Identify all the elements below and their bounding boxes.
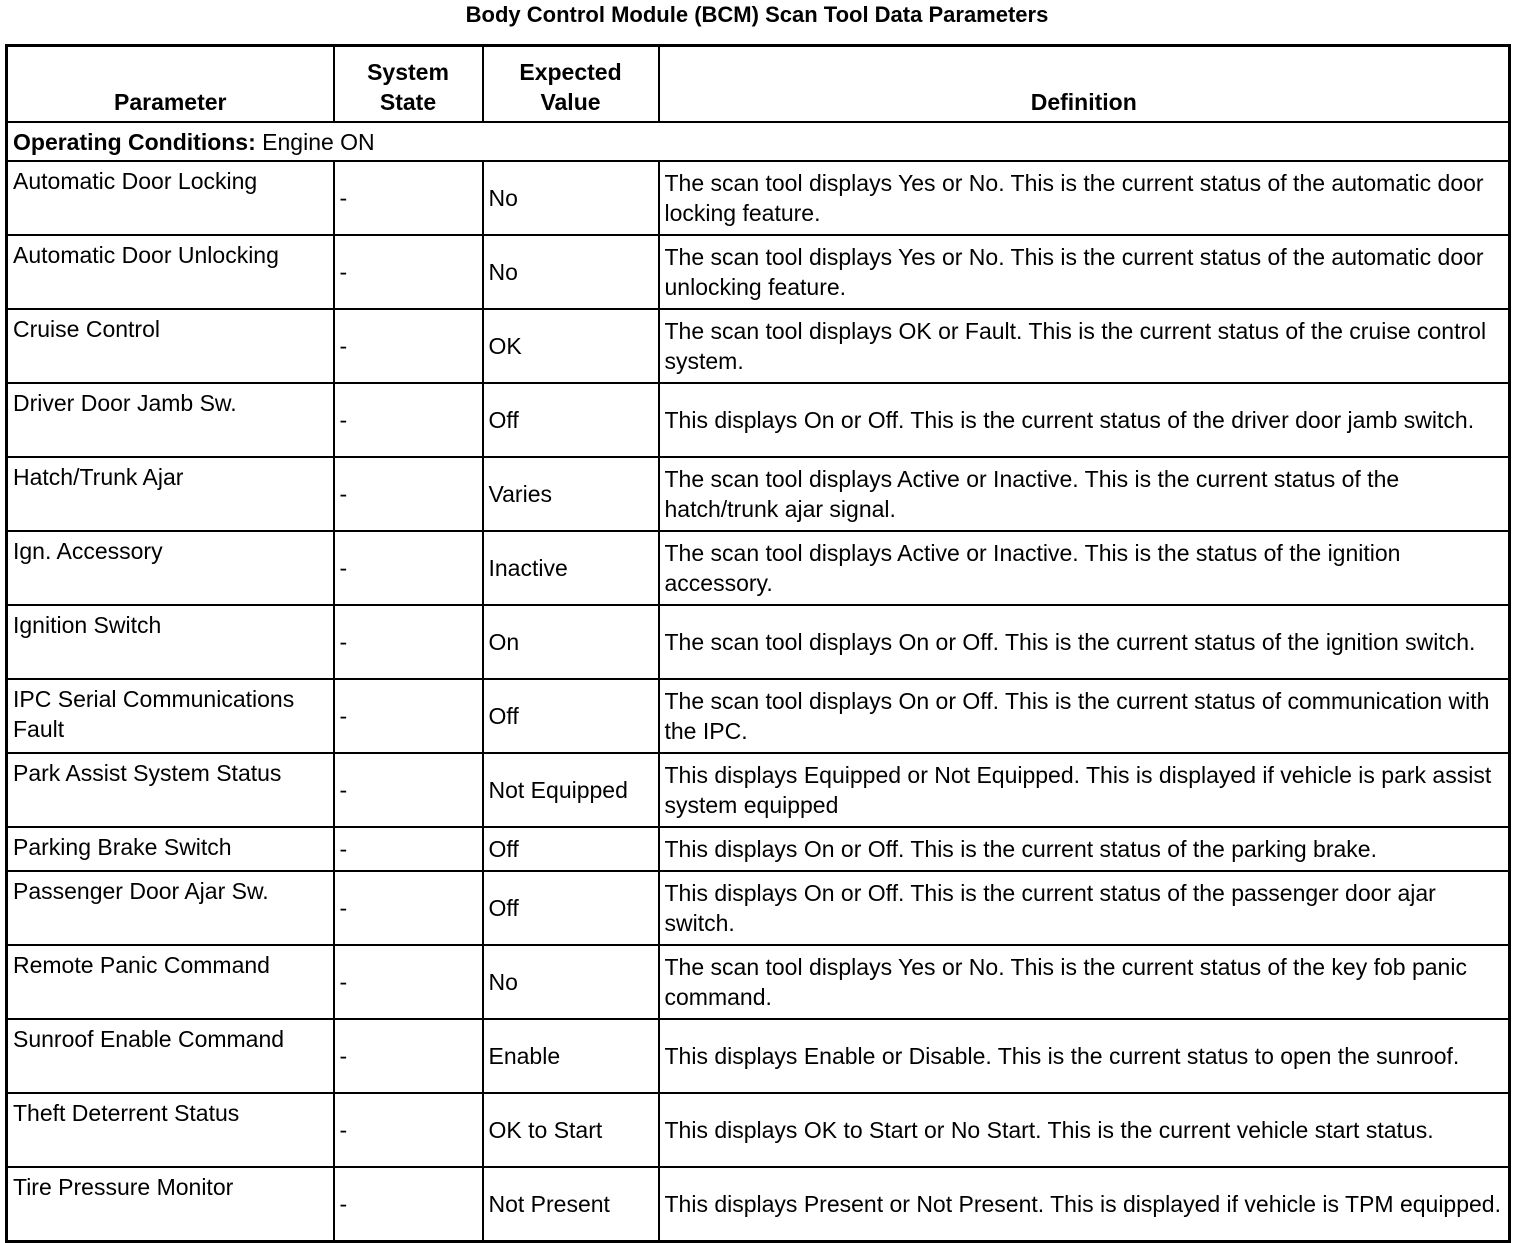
parameter-cell: IPC Serial Communications Fault <box>7 679 334 753</box>
expected-value-cell: No <box>483 945 659 1019</box>
definition-cell: The scan tool displays Yes or No. This is the current status of the automatic door locking feature. <box>659 161 1510 235</box>
expected-value-cell: Off <box>483 871 659 945</box>
expected-value-cell: Enable <box>483 1019 659 1093</box>
table-row <box>7 161 1510 235</box>
document-title: Body Control Module (BCM) Scan Tool Data Parameters <box>465 2 1049 27</box>
system-state-cell: - <box>334 871 483 945</box>
table-row <box>7 753 1510 827</box>
operating-conditions-label: Operating Conditions: <box>13 128 256 155</box>
system-state-cell: - <box>334 457 483 531</box>
table-row <box>7 235 1510 309</box>
definition-cell: The scan tool displays Active or Inactive. This is the current status of the hatch/trunk ajar signal. <box>659 457 1510 531</box>
table-row <box>7 309 1510 383</box>
expected-value-cell: Inactive <box>483 531 659 605</box>
system-state-cell: - <box>334 679 483 753</box>
header-expected-value: Expected Value <box>483 46 659 123</box>
system-state-cell: - <box>334 161 483 235</box>
parameter-cell: Parking Brake Switch <box>7 827 334 871</box>
expected-value-cell: OK <box>483 309 659 383</box>
expected-value-cell: No <box>483 235 659 309</box>
system-state-cell: - <box>334 827 483 871</box>
header-system-state: System State <box>334 46 483 123</box>
table-row <box>7 457 1510 531</box>
parameter-cell: Ignition Switch <box>7 605 334 679</box>
table-row <box>7 383 1510 457</box>
system-state-cell: - <box>334 1019 483 1093</box>
table-row <box>7 871 1510 945</box>
system-state-cell: - <box>334 605 483 679</box>
parameter-cell: Ign. Accessory <box>7 531 334 605</box>
definition-cell: This displays OK to Start or No Start. This is the current vehicle start status. <box>659 1093 1510 1167</box>
definition-cell: This displays Enable or Disable. This is the current status to open the sunroof. <box>659 1019 1510 1093</box>
system-state-cell: - <box>334 753 483 827</box>
system-state-cell: - <box>334 531 483 605</box>
operating-conditions <box>7 122 1510 161</box>
expected-value-cell: On <box>483 605 659 679</box>
expected-value-cell: Not Equipped <box>483 753 659 827</box>
system-state-cell: - <box>334 1167 483 1242</box>
parameter-cell: Theft Deterrent Status <box>7 1093 334 1167</box>
system-state-cell: - <box>334 309 483 383</box>
expected-value-cell: OK to Start <box>483 1093 659 1167</box>
table-row <box>7 1167 1510 1242</box>
expected-value-cell: Off <box>483 679 659 753</box>
definition-cell: This displays On or Off. This is the current status of the parking brake. <box>659 827 1510 871</box>
definition-cell: The scan tool displays Active or Inactive. This is the status of the ignition accessory. <box>659 531 1510 605</box>
system-state-cell: - <box>334 383 483 457</box>
expected-value-cell: Not Present <box>483 1167 659 1242</box>
definition-cell: This displays On or Off. This is the current status of the passenger door ajar switch. <box>659 871 1510 945</box>
definition-cell: The scan tool displays On or Off. This is the current status of communication with the IPC. <box>659 679 1510 753</box>
definition-cell: The scan tool displays OK or Fault. This is the current status of the cruise control system. <box>659 309 1510 383</box>
table-row <box>7 531 1510 605</box>
table-row <box>7 679 1510 753</box>
parameter-cell: Automatic Door Locking <box>7 161 334 235</box>
parameter-cell: Passenger Door Ajar Sw. <box>7 871 334 945</box>
expected-value-cell: Off <box>483 827 659 871</box>
table-row <box>7 1019 1510 1093</box>
header-row <box>7 46 1510 123</box>
operating-conditions-value: Engine ON <box>262 128 375 155</box>
table-row <box>7 1093 1510 1167</box>
system-state-cell: - <box>334 235 483 309</box>
table-row <box>7 945 1510 1019</box>
header-definition: Definition <box>659 46 1510 123</box>
parameter-cell: Automatic Door Unlocking <box>7 235 334 309</box>
parameter-cell: Park Assist System Status <box>7 753 334 827</box>
system-state-cell: - <box>334 945 483 1019</box>
parameter-cell: Remote Panic Command <box>7 945 334 1019</box>
parameter-cell: Tire Pressure Monitor <box>7 1167 334 1242</box>
header-parameter: Parameter <box>7 46 334 123</box>
expected-value-cell: Varies <box>483 457 659 531</box>
operating-conditions-row <box>7 122 1510 161</box>
definition-cell: This displays Present or Not Present. This is displayed if vehicle is TPM equipped. <box>659 1167 1510 1242</box>
table-row <box>7 605 1510 679</box>
system-state-cell: - <box>334 1093 483 1167</box>
parameter-cell: Sunroof Enable Command <box>7 1019 334 1093</box>
parameter-cell: Driver Door Jamb Sw. <box>7 383 334 457</box>
definition-cell: This displays On or Off. This is the current status of the driver door jamb switch. <box>659 383 1510 457</box>
definition-cell: The scan tool displays On or Off. This is the current status of the ignition switch. <box>659 605 1510 679</box>
table-row <box>7 827 1510 871</box>
definition-cell: This displays Equipped or Not Equipped. This is displayed if vehicle is park assist system equipped <box>659 753 1510 827</box>
parameters-table <box>5 44 1511 1243</box>
definition-cell: The scan tool displays Yes or No. This is the current status of the key fob panic command. <box>659 945 1510 1019</box>
parameter-cell: Hatch/Trunk Ajar <box>7 457 334 531</box>
definition-cell: The scan tool displays Yes or No. This is the current status of the automatic door unlocking feature. <box>659 235 1510 309</box>
expected-value-cell: Off <box>483 383 659 457</box>
parameter-cell: Cruise Control <box>7 309 334 383</box>
expected-value-cell: No <box>483 161 659 235</box>
